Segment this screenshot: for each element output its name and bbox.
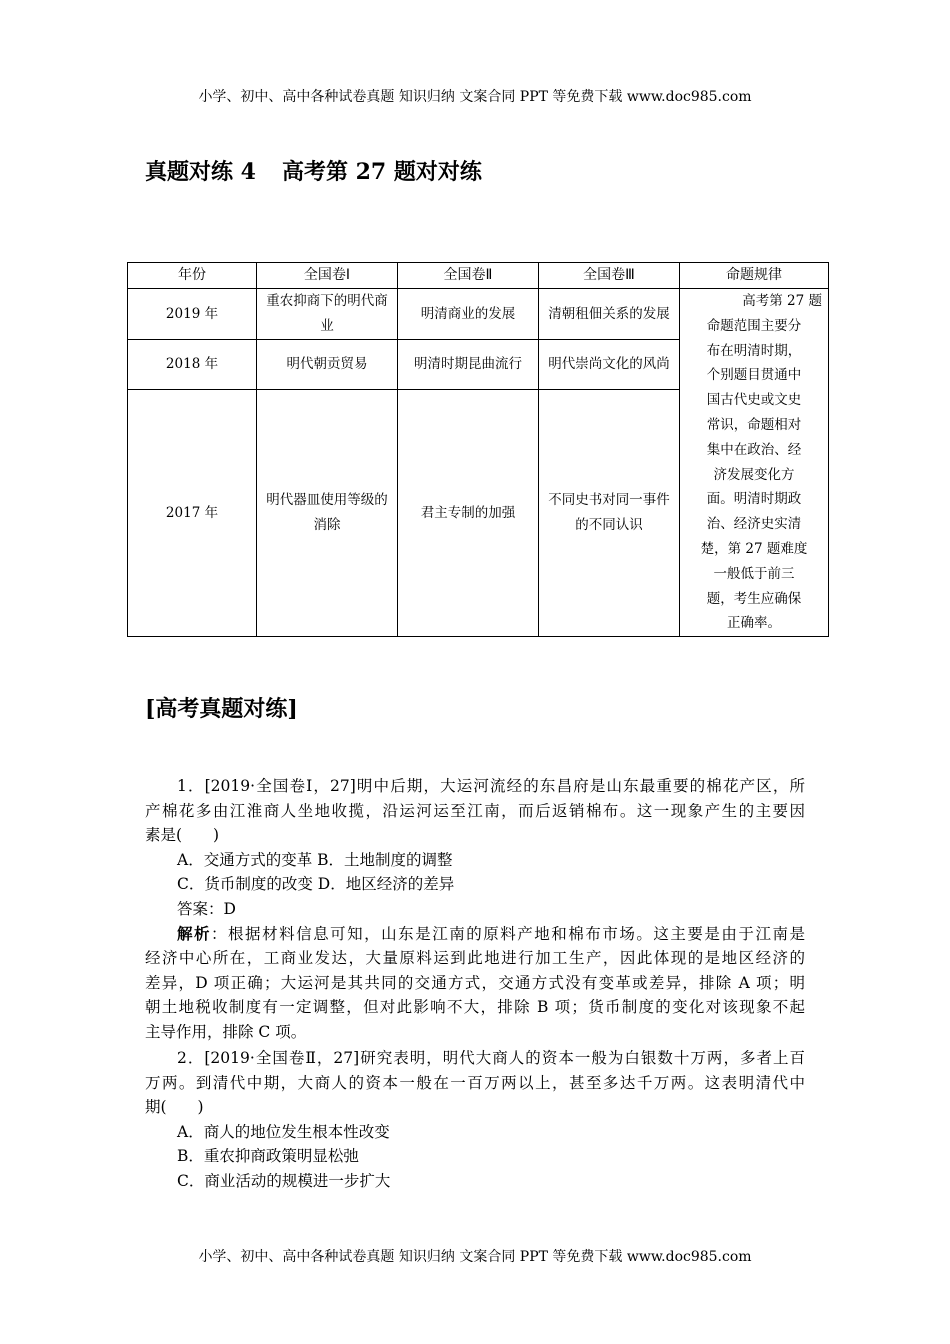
table-row [128, 289, 829, 340]
rule-line: 一般低于前三 [713, 565, 795, 582]
page-header: 小学、初中、高中各种试卷真题 知识归纳 文案合同 PPT 等免费下载 www.doc985.com [198, 89, 752, 105]
rule-line: 楚，第 27 题难度 [700, 540, 808, 557]
options-ab: A．交通方式的变革 B．土地制度的调整 [177, 850, 453, 869]
rule-line: 高考第 27 题 [742, 293, 822, 309]
question-line: 2．[2019·全国卷Ⅱ，27]研究表明，明代大商人的资本一般为白银数十万两，多者上百 [177, 1049, 805, 1067]
analysis-line: 朝土地税收制度有一定调整，但对此影响不大，排除 B 项；货币制度的变化对该现象不起 [145, 998, 805, 1017]
col-header: 全国卷Ⅰ [257, 263, 398, 289]
cell-year: 2018 年 [128, 340, 257, 390]
rule-line: 集中在政治、经 [706, 441, 802, 458]
analysis-text: ：根据材料信息可知，山东是江南的原料产地和棉布市场。这主要是由于江南是 [211, 924, 805, 943]
answer: 答案：D [177, 899, 236, 918]
rule-line: 布在明清时期， [706, 342, 802, 359]
rule-line: 济发展变化方 [713, 466, 795, 483]
title-part-2: 高考第 27 题对对练 [281, 159, 482, 185]
question-line: 万两。到清代中期，大商人的资本一般在一百万两以上，甚至多达千万两。这表明清代中 [145, 1073, 805, 1092]
cell: 明代器皿使用等级的消除 [257, 390, 398, 637]
cell-rule [680, 289, 829, 637]
cell-year: 2019 年 [128, 289, 257, 340]
title-part-1: 真题对练 4 [145, 159, 256, 185]
option-c: C．商业活动的规模进一步扩大 [177, 1171, 391, 1190]
question-line: 素是( ) [145, 826, 220, 845]
rule-line: 命题范围主要分 [706, 317, 802, 334]
cell: 君主专制的加强 [398, 390, 539, 637]
cell: 明清时期昆曲流行 [398, 340, 539, 390]
cell: 明代崇尚文化的风尚 [539, 340, 680, 390]
option-a: A．商人的地位发生根本性改变 [177, 1122, 390, 1141]
cell: 明清商业的发展 [398, 289, 539, 340]
option-b: B．重农抑商政策明显松弛 [177, 1147, 359, 1166]
question-line: 1．[2019·全国卷Ⅰ，27]明中后期，大运河流经的东昌府是山东最重要的棉花产区，所 [177, 777, 805, 795]
cell: 明代朝贡贸易 [257, 340, 398, 390]
col-header: 年份 [128, 263, 257, 289]
options-cd: C．货币制度的改变 D．地区经济的差异 [177, 875, 455, 894]
question-2 [145, 1046, 805, 1194]
cell: 不同史书对同一事件的不同认识 [539, 390, 680, 637]
exam-table [127, 262, 829, 637]
rule-line: 面。明清时期政 [706, 491, 802, 508]
rule-line: 国古代史或文史 [706, 392, 802, 409]
page-title [145, 155, 508, 186]
analysis-line: 经济中心所在，工商业发达，大量原料运到此地进行加工生产，因此体现的是地区经济的 [145, 949, 805, 968]
question-line: 产棉花多由江淮商人坐地收揽，沿运河运至江南，而后返销棉布。这一现象产生的主要因 [145, 801, 805, 820]
rule-line: 个别题目贯通中 [706, 367, 802, 384]
rule-line: 常识，命题相对 [706, 416, 802, 433]
cell-year: 2017 年 [128, 390, 257, 637]
rule-line: 题，考生应确保 [706, 590, 802, 607]
analysis-line: 差异，D 项正确；大运河是其共同的交通方式，交通方式没有变革或差异，排除 A 项；明 [145, 973, 805, 992]
question-line: 期( ) [145, 1098, 204, 1117]
rule-line: 正确率。 [727, 615, 781, 632]
page-footer: 小学、初中、高中各种试卷真题 知识归纳 文案合同 PPT 等免费下载 www.doc985.com [198, 1249, 752, 1265]
analysis-label: 解析 [177, 923, 212, 943]
cell: 清朝租佃关系的发展 [539, 289, 680, 340]
question-1 [145, 774, 805, 1045]
table-header-row [128, 263, 829, 289]
analysis-line: 主导作用，排除 C 项。 [145, 1022, 307, 1041]
col-header: 命题规律 [680, 263, 829, 289]
col-header: 全国卷Ⅲ [539, 263, 680, 289]
cell: 重农抑商下的明代商业 [257, 289, 398, 340]
col-header: 全国卷Ⅱ [398, 263, 539, 289]
rule-line: 治、经济史实清 [706, 516, 802, 533]
analysis-line [145, 922, 805, 947]
section-title: [高考真题对练] [145, 696, 298, 722]
